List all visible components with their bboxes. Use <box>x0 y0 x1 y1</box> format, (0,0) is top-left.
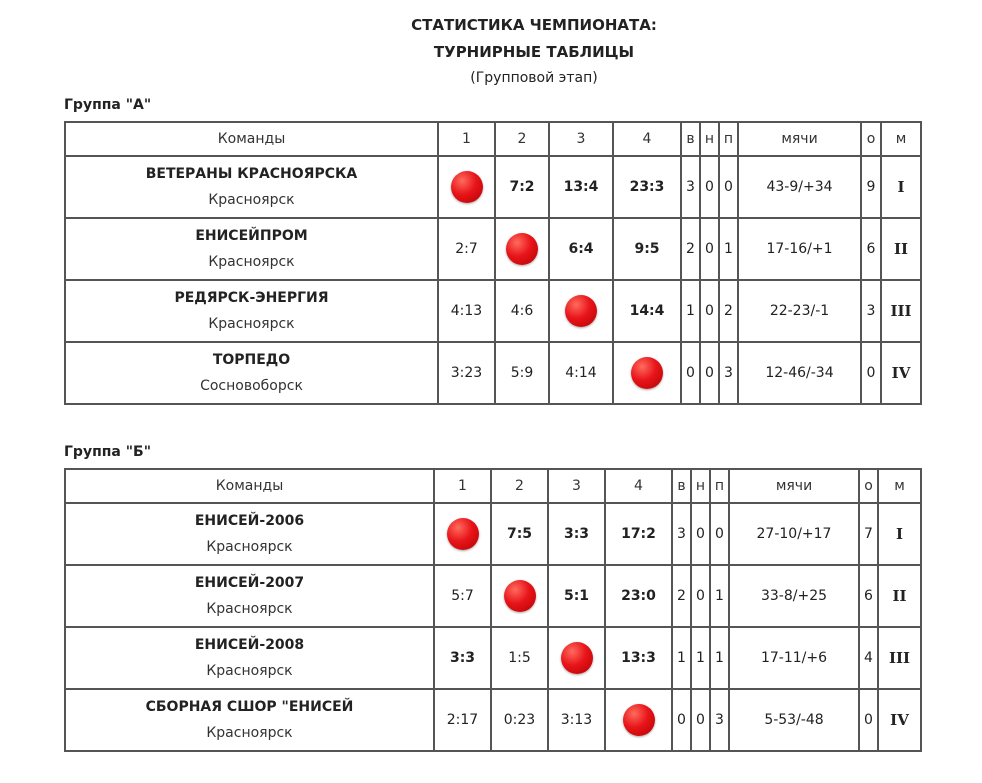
points-cell: 6 <box>859 565 878 627</box>
self-match-cell <box>491 565 548 627</box>
losses-cell: 0 <box>719 156 738 218</box>
header-place: м <box>878 469 921 503</box>
team-name: ЕНИСЕЙ-2006 <box>194 513 305 529</box>
goals-cell: 27-10/+17 <box>729 503 859 565</box>
header-col-1: 1 <box>438 122 495 156</box>
table-row <box>65 280 921 342</box>
team-name: ЕНИСЕЙПРОМ <box>195 228 308 244</box>
wins-cell: 1 <box>672 627 691 689</box>
result-cell: 5:9 <box>495 342 549 404</box>
result-cell: 5:7 <box>434 565 491 627</box>
result-cell: 4:13 <box>438 280 495 342</box>
losses-cell: 1 <box>710 627 729 689</box>
result-cell: 7:2 <box>495 156 549 218</box>
result-cell: 4:14 <box>549 342 613 404</box>
team-cell <box>65 156 438 218</box>
result-cell: 23:3 <box>613 156 681 218</box>
result-cell: 4:6 <box>495 280 549 342</box>
header-teams: Команды <box>65 122 438 156</box>
result-cell: 13:3 <box>605 627 672 689</box>
header-col-2: 2 <box>495 122 549 156</box>
wins-cell: 0 <box>672 689 691 751</box>
wins-cell: 0 <box>681 342 700 404</box>
table-row <box>65 503 921 565</box>
team-cell <box>65 689 434 751</box>
self-match-cell <box>605 689 672 751</box>
header-col-4: 4 <box>613 122 681 156</box>
losses-cell: 2 <box>719 280 738 342</box>
team-cell <box>65 627 434 689</box>
place-cell: IV <box>878 689 921 751</box>
header-teams: Команды <box>65 469 434 503</box>
points-cell: 7 <box>859 503 878 565</box>
team-name: РЕДЯРСК-ЭНЕРГИЯ <box>174 290 329 306</box>
losses-cell: 1 <box>710 565 729 627</box>
result-cell: 13:4 <box>549 156 613 218</box>
team-name: ВЕТЕРАНЫ КРАСНОЯРСКА <box>145 166 358 182</box>
ball-icon <box>631 357 663 389</box>
ball-icon <box>506 233 538 265</box>
result-cell: 17:2 <box>605 503 672 565</box>
goals-cell: 17-16/+1 <box>738 218 861 280</box>
wins-cell: 2 <box>672 565 691 627</box>
points-cell: 3 <box>861 280 881 342</box>
table-row <box>65 689 921 751</box>
draws-cell: 1 <box>691 627 710 689</box>
goals-cell: 5-53/-48 <box>729 689 859 751</box>
points-cell: 0 <box>861 342 881 404</box>
losses-cell: 3 <box>719 342 738 404</box>
wins-cell: 2 <box>681 218 700 280</box>
result-cell: 23:0 <box>605 565 672 627</box>
result-cell: 9:5 <box>613 218 681 280</box>
header-points: о <box>859 469 878 503</box>
place-cell: I <box>881 156 921 218</box>
draws-cell: 0 <box>691 689 710 751</box>
result-cell: 6:4 <box>549 218 613 280</box>
ball-icon <box>561 642 593 674</box>
self-match-cell <box>434 503 491 565</box>
goals-cell: 12-46/-34 <box>738 342 861 404</box>
losses-cell: 3 <box>710 689 729 751</box>
team-city: Красноярск <box>206 663 293 679</box>
page-title-line1: СТАТИСТИКА ЧЕМПИОНАТА: <box>411 16 657 34</box>
header-losses: п <box>710 469 729 503</box>
result-cell: 5:1 <box>548 565 605 627</box>
place-cell: I <box>878 503 921 565</box>
losses-cell: 1 <box>719 218 738 280</box>
result-cell: 3:3 <box>434 627 491 689</box>
team-cell <box>65 280 438 342</box>
header-col-1: 1 <box>434 469 491 503</box>
goals-cell: 43-9/+34 <box>738 156 861 218</box>
team-cell <box>65 218 438 280</box>
ball-icon <box>504 580 536 612</box>
page-title-line2: ТУРНИРНЫЕ ТАБЛИЦЫ <box>433 43 635 61</box>
header-goals: мячи <box>738 122 861 156</box>
team-name: СБОРНАЯ СШОР "ЕНИСЕЙ <box>145 699 354 715</box>
group-a-table <box>64 121 922 405</box>
header-col-2: 2 <box>491 469 548 503</box>
draws-cell: 0 <box>691 565 710 627</box>
ball-icon <box>451 171 483 203</box>
self-match-cell <box>549 280 613 342</box>
points-cell: 9 <box>861 156 881 218</box>
place-cell: IV <box>881 342 921 404</box>
result-cell: 7:5 <box>491 503 548 565</box>
points-cell: 4 <box>859 627 878 689</box>
header-points: о <box>861 122 881 156</box>
result-cell: 3:3 <box>548 503 605 565</box>
wins-cell: 1 <box>681 280 700 342</box>
team-cell <box>65 503 434 565</box>
header-place: м <box>881 122 921 156</box>
result-cell: 1:5 <box>491 627 548 689</box>
team-name: ЕНИСЕЙ-2007 <box>194 575 305 591</box>
header-goals: мячи <box>729 469 859 503</box>
header-col-4: 4 <box>605 469 672 503</box>
header-draws: н <box>700 122 719 156</box>
result-cell: 2:7 <box>438 218 495 280</box>
ball-icon <box>447 518 479 550</box>
table-row <box>65 565 921 627</box>
team-city: Красноярск <box>208 254 295 270</box>
draws-cell: 0 <box>700 280 719 342</box>
result-cell: 3:13 <box>548 689 605 751</box>
place-cell: III <box>881 280 921 342</box>
place-cell: II <box>881 218 921 280</box>
header-losses: п <box>719 122 738 156</box>
team-city: Красноярск <box>206 539 293 555</box>
group-a-label: Группа "А" <box>64 97 152 113</box>
result-cell: 2:17 <box>434 689 491 751</box>
team-cell <box>65 565 434 627</box>
points-cell: 6 <box>861 218 881 280</box>
self-match-cell <box>613 342 681 404</box>
losses-cell: 0 <box>710 503 729 565</box>
header-draws: н <box>691 469 710 503</box>
result-cell: 3:23 <box>438 342 495 404</box>
team-cell <box>65 342 438 404</box>
place-cell: III <box>878 627 921 689</box>
team-city: Красноярск <box>208 192 295 208</box>
table-row <box>65 218 921 280</box>
draws-cell: 0 <box>700 156 719 218</box>
table-header-row <box>65 469 921 503</box>
result-cell: 14:4 <box>613 280 681 342</box>
header-col-3: 3 <box>549 122 613 156</box>
page-subtitle: (Групповой этап) <box>470 70 598 86</box>
team-city: Красноярск <box>208 316 295 332</box>
draws-cell: 0 <box>700 342 719 404</box>
wins-cell: 3 <box>681 156 700 218</box>
header-wins: в <box>681 122 700 156</box>
group-b-table <box>64 468 922 752</box>
self-match-cell <box>438 156 495 218</box>
goals-cell: 17-11/+6 <box>729 627 859 689</box>
header-col-3: 3 <box>548 469 605 503</box>
table-row <box>65 342 921 404</box>
team-city: Красноярск <box>206 725 293 741</box>
team-name: ТОРПЕДО <box>212 352 291 368</box>
goals-cell: 33-8/+25 <box>729 565 859 627</box>
result-cell: 0:23 <box>491 689 548 751</box>
place-cell: II <box>878 565 921 627</box>
draws-cell: 0 <box>700 218 719 280</box>
table-row <box>65 627 921 689</box>
self-match-cell <box>495 218 549 280</box>
ball-icon <box>565 295 597 327</box>
wins-cell: 3 <box>672 503 691 565</box>
header-wins: в <box>672 469 691 503</box>
table-row <box>65 156 921 218</box>
draws-cell: 0 <box>691 503 710 565</box>
group-b-label: Группа "Б" <box>64 444 151 460</box>
points-cell: 0 <box>859 689 878 751</box>
team-name: ЕНИСЕЙ-2008 <box>194 637 305 653</box>
goals-cell: 22-23/-1 <box>738 280 861 342</box>
table-header-row <box>65 122 921 156</box>
team-city: Красноярск <box>206 601 293 617</box>
team-city: Сосновоборск <box>200 378 303 394</box>
self-match-cell <box>548 627 605 689</box>
ball-icon <box>623 704 655 736</box>
